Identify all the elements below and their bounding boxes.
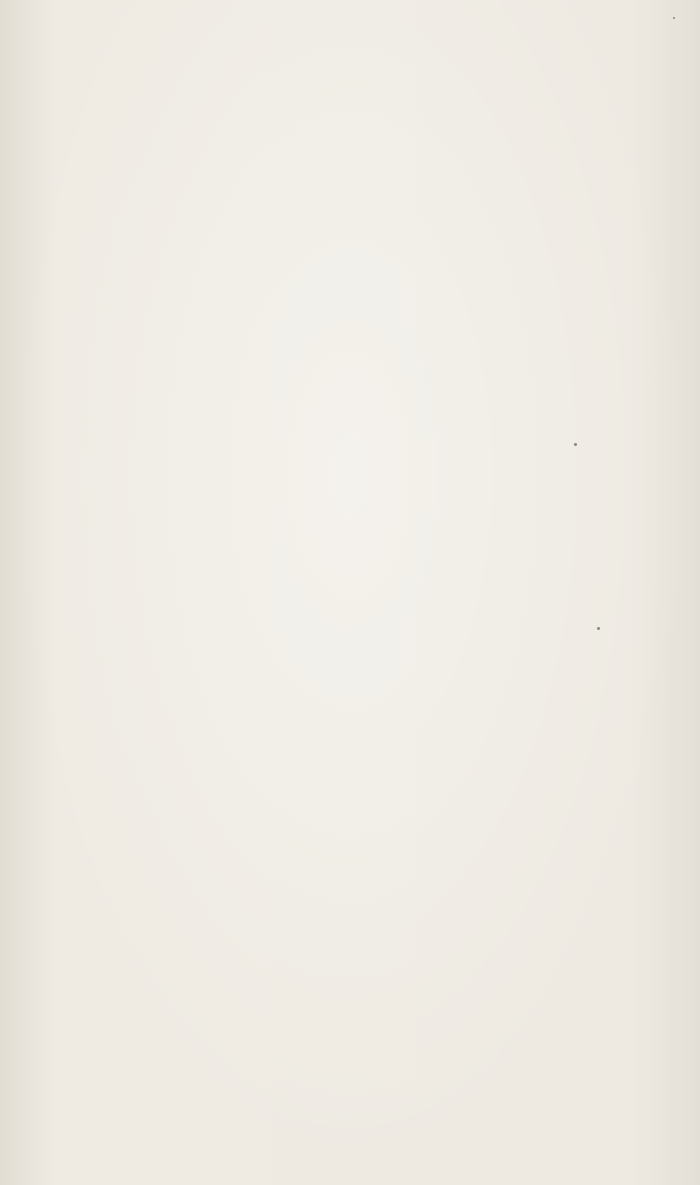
ink-speck [597, 627, 600, 630]
ink-speck [574, 443, 577, 446]
ink-speck [673, 17, 675, 19]
running-head [190, 62, 590, 96]
